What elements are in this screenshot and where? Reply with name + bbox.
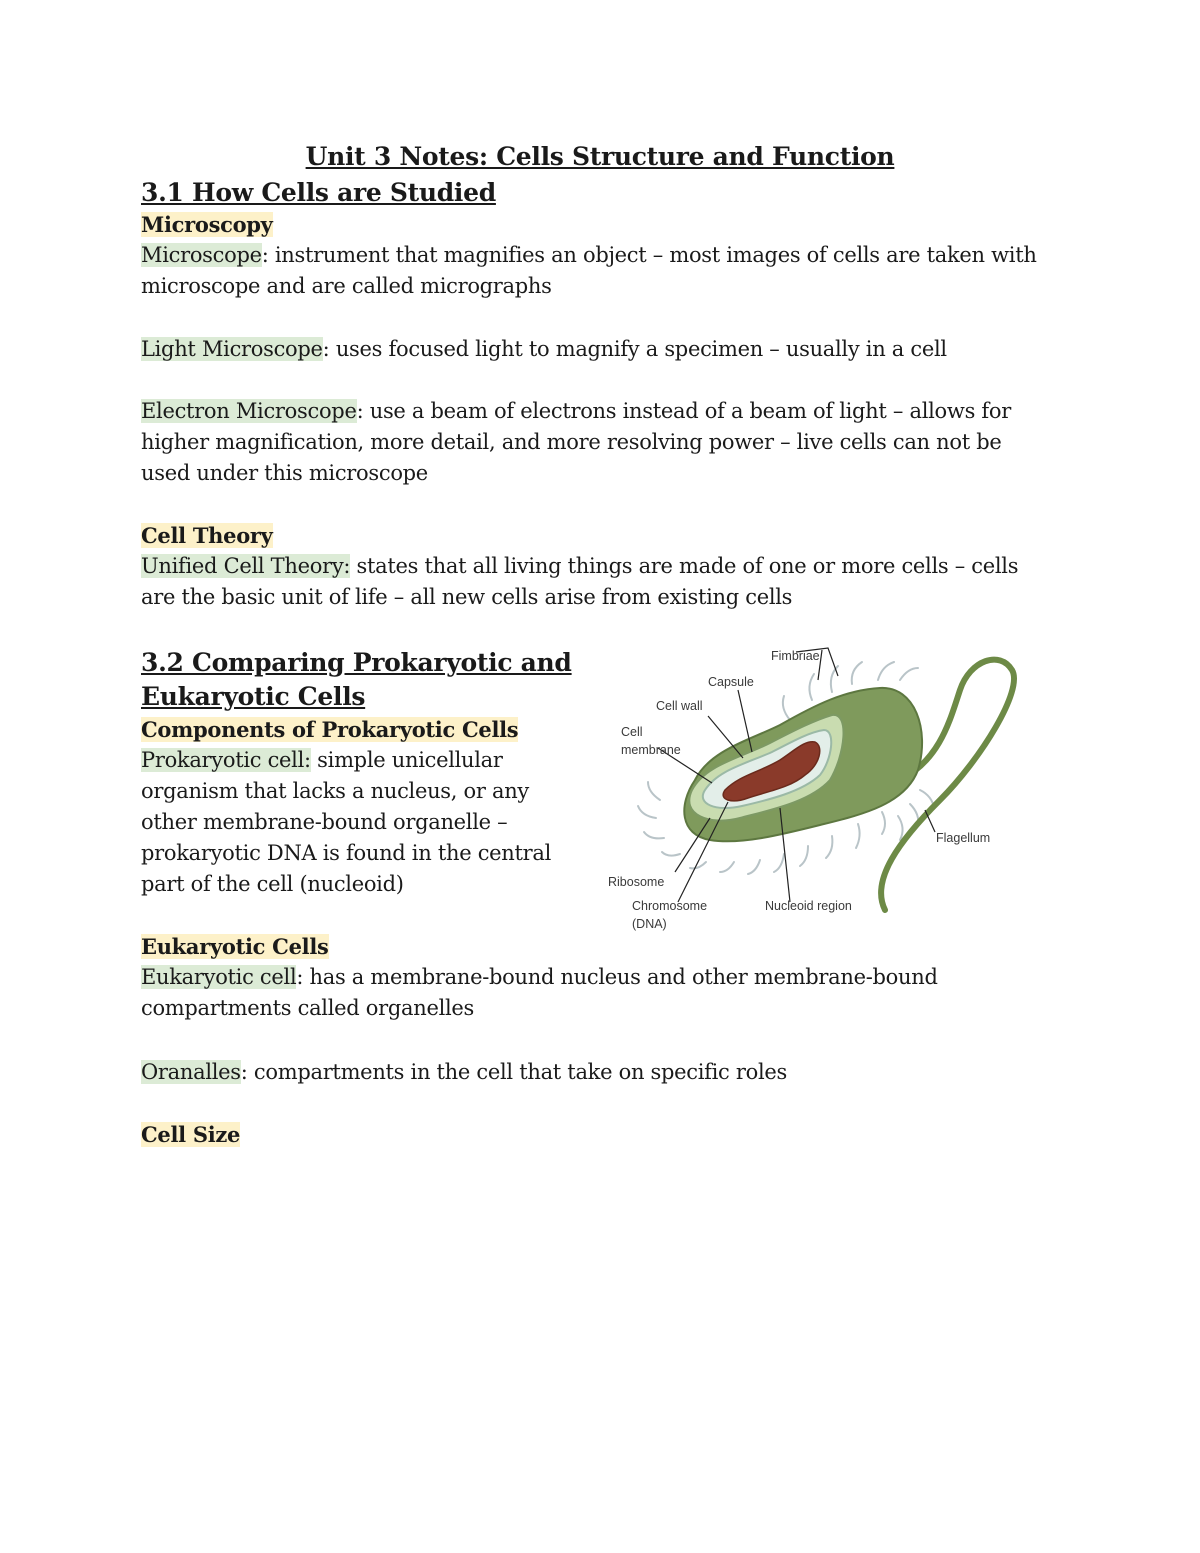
cell-theory-term: Unified Cell Theory: <box>141 554 351 578</box>
cell-theory-definition <box>141 551 1018 582</box>
chromosome-label-1: Chromosome <box>632 899 708 913</box>
cell-membrane-label-2: membrane <box>621 743 681 757</box>
organelles-definition <box>141 1057 787 1088</box>
electron-microscope-definition <box>141 396 1011 427</box>
fimbriae-label: Fimbriae <box>771 649 820 663</box>
capsule-label: Capsule <box>708 675 754 689</box>
microscopy-heading <box>141 209 273 240</box>
microscope-def-text: : instrument that magnifies an object – most images of cells are taken with <box>261 243 1037 267</box>
eukaryotic-definition <box>141 962 938 993</box>
page-title: Unit 3 Notes: Cells Structure and Function <box>305 142 895 171</box>
microscopy-heading-text: Microscopy <box>141 212 273 237</box>
organelles-term: Oranalles <box>141 1060 241 1084</box>
eukaryotic-heading-text: Eukaryotic Cells <box>141 934 329 959</box>
prokaryotic-term: Prokaryotic cell: <box>141 748 311 772</box>
cell-membrane-label-1: Cell <box>621 725 643 739</box>
eukaryotic-heading <box>141 931 329 962</box>
eukaryotic-def-text: : has a membrane-bound nucleus and other membrane-bound <box>296 965 938 989</box>
prokaryotic-definition-cont-4: part of the cell (nucleoid) <box>141 872 404 896</box>
cell-wall-label: Cell wall <box>656 699 703 713</box>
microscope-term: Microscope <box>141 243 262 267</box>
cell-size-heading-text: Cell Size <box>141 1122 241 1147</box>
prokaryotic-cell-diagram <box>600 640 1020 940</box>
organelles-def-text: : compartments in the cell that take on specific roles <box>240 1060 787 1084</box>
electron-microscope-term: Electron Microscope <box>141 399 357 423</box>
cell-theory-def-text: states that all living things are made of one or more cells – cells <box>350 554 1019 578</box>
prokaryotic-heading-text: Components of Prokaryotic Cells <box>141 717 519 742</box>
electron-microscope-definition-cont-2: used under this microscope <box>141 461 428 485</box>
eukaryotic-definition-cont: compartments called organelles <box>141 996 475 1020</box>
light-microscope-definition <box>141 334 947 365</box>
ribosome-label: Ribosome <box>608 875 665 889</box>
prokaryotic-definition-cont-2: other membrane-bound organelle – <box>141 810 508 834</box>
flagellum-label: Flagellum <box>936 831 991 845</box>
prokaryotic-definition <box>141 745 503 776</box>
chromosome-label-2: (DNA) <box>632 917 667 931</box>
cell-theory-heading <box>141 520 273 551</box>
electron-microscope-definition-cont-1: higher magnification, more detail, and more resolving power – live cells can not be <box>141 430 1002 454</box>
prokaryotic-def-text: simple unicellular <box>310 748 503 772</box>
prokaryotic-heading <box>141 714 518 745</box>
section-heading-3-2-line-1: 3.2 Comparing Prokaryotic and <box>141 648 572 677</box>
section-heading-3-1: 3.1 How Cells are Studied <box>141 178 496 207</box>
light-microscope-term: Light Microscope <box>141 337 323 361</box>
light-microscope-def-text: : uses focused light to magnify a specimen – usually in a cell <box>322 337 947 361</box>
eukaryotic-term: Eukaryotic cell <box>141 965 297 989</box>
cell-theory-definition-cont: are the basic unit of life – all new cells arise from existing cells <box>141 585 793 609</box>
microscope-definition-cont: microscope and are called micrographs <box>141 274 552 298</box>
microscope-definition <box>141 240 1037 271</box>
electron-microscope-def-text: : use a beam of electrons instead of a beam of light – allows for <box>356 399 1011 423</box>
cell-size-heading <box>141 1119 240 1150</box>
prokaryotic-definition-cont-3: prokaryotic DNA is found in the central <box>141 841 552 865</box>
cell-theory-heading-text: Cell Theory <box>141 523 273 548</box>
prokaryotic-definition-cont-1: organism that lacks a nucleus, or any <box>141 779 529 803</box>
nucleoid-label: Nucleoid region <box>765 899 852 913</box>
section-heading-3-2-line-2: Eukaryotic Cells <box>141 682 366 711</box>
